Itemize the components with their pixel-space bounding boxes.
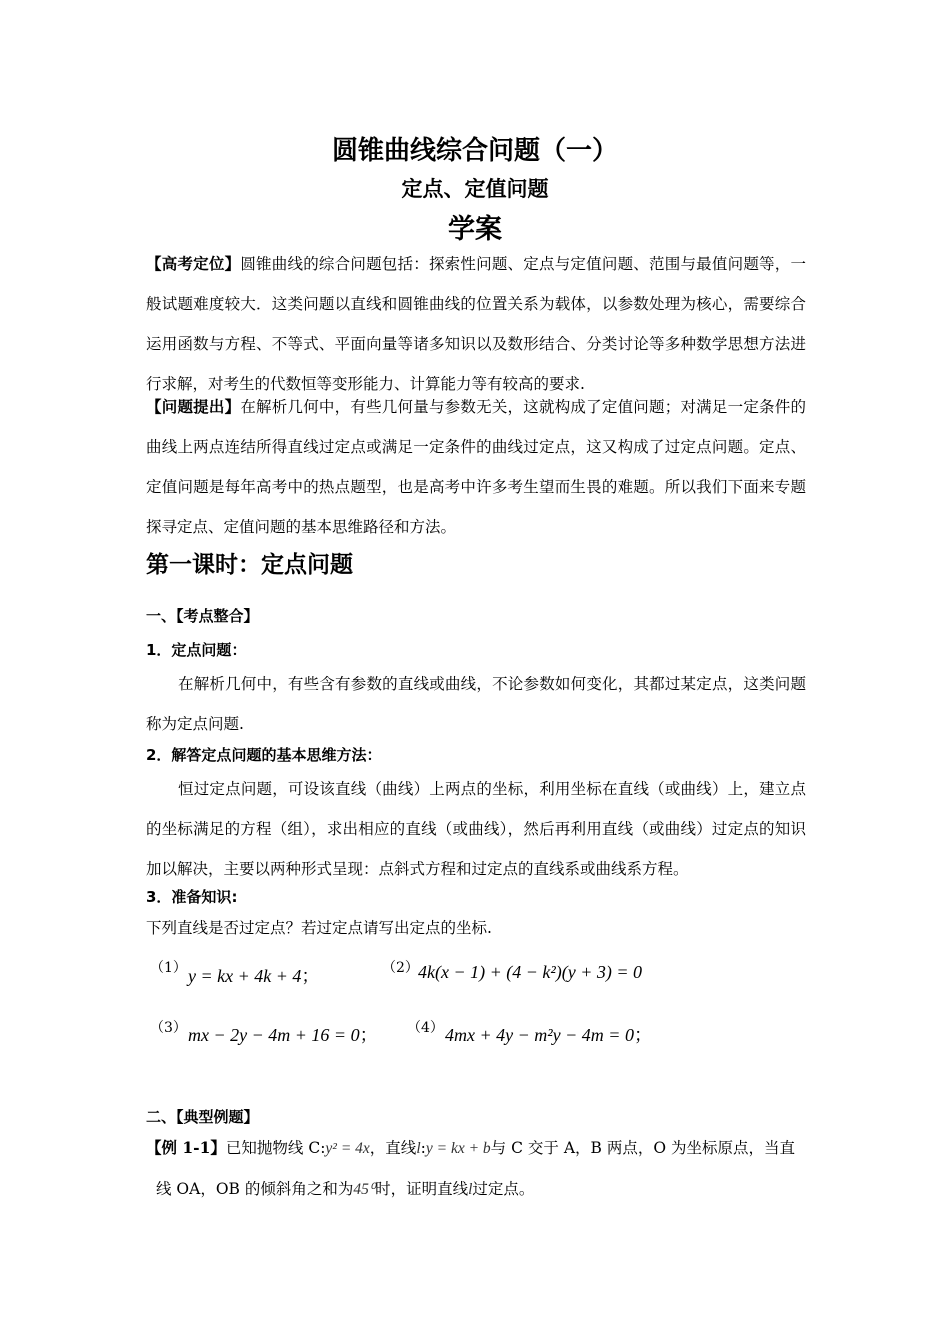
problem-text: 在解析几何中，有些几何量与参数无关，这就构成了定值问题；对满足一定条件的曲线上两点连结所得直线过定点或满足一定条件的曲线过定点，这又构成了过定点问题。定点、定值问题是每年高考中的热点题型，也是高考中许多考生望而生畏的难题。所以我们下面来专题探寻定点、定值问题的基本思维路径和方法。 (146, 398, 806, 536)
equation-2 (418, 962, 642, 983)
example-text-f: 时，证明直线 (375, 1180, 469, 1198)
example-eq2: y = kx + b (425, 1140, 491, 1157)
positioning-text: 圆锥曲线的综合问题包括：探索性问题、定点与定值问题、范围与最值问题等，一般试题难度较大．这类问题以直线和圆锥曲线的位置关系为载体，以参数处理为核心，需要综合运用函数与方程、不等式、平面向量等诸多知识以及数形结合、分类讨论等多种数学思想方法进行求解，对考生的代数恒等变形能力、计算能力等有较高的要求. (146, 255, 806, 393)
equation-4-end: ； (633, 1025, 652, 1045)
item1-title: 1．定点问题： (146, 641, 247, 659)
positioning-tag: 【高考定位】 (146, 254, 241, 273)
example-line-l: l (416, 1140, 421, 1157)
item1-text: 在解析几何中，有些含有参数的直线或曲线，不论参数如何变化，其都过某定点，这类问题称为定点问题. (146, 675, 806, 733)
equation-4-expr: 4mx + 4y − m²y − 4m = 0 (445, 1025, 634, 1045)
example-text-d: 与 C 交于 A，B 两点，O 为坐标原点，当直 (490, 1139, 795, 1157)
equation-3-end: ； (359, 1025, 378, 1045)
equation-2-expr: 4k(x − 1) + (4 − k²)(y + 3) = 0 (418, 962, 643, 982)
item2-text: 恒过定点问题，可设该直线（曲线）上两点的坐标，利用坐标在直线（或曲线）上，建立点的坐标满足的方程（组），求出相应的直线（或曲线），然后再利用直线（或曲线）过定点的知识加以解决，主要以两种形式呈现：点斜式方程和过定点的直线系或曲线系方程。 (146, 780, 806, 878)
equation-1-number: （1） (150, 960, 187, 976)
page-subtitle: 定点、定值问题 (401, 177, 549, 201)
problem-paragraph (146, 387, 806, 547)
equation-3 (188, 1021, 378, 1047)
item3-text: 下列直线是否过定点？若过定点请写出定点的坐标. (146, 919, 492, 937)
example-1-1 (146, 1128, 806, 1210)
example-angle: 45⁰ (353, 1181, 376, 1198)
example-line-l-2: l (468, 1181, 473, 1198)
item2-title: 2．解答定点问题的基本思维方法： (146, 746, 382, 764)
equation-1 (188, 962, 319, 988)
example-eq1: y² = 4x (325, 1140, 370, 1157)
example-text-b: ，直线 (369, 1139, 417, 1157)
example-text-e: 线 OA，OB 的倾斜角之和为 (156, 1180, 354, 1198)
lesson-heading: 第一课时：定点问题 (146, 552, 353, 578)
example-tag: 【例 1-1】 (146, 1138, 226, 1157)
positioning-paragraph (146, 244, 806, 404)
example-text-g: 过定点。 (472, 1180, 535, 1198)
equation-3-number: （3） (150, 1020, 187, 1036)
equation-4-number: （4） (407, 1020, 444, 1036)
problem-tag: 【问题提出】 (146, 397, 241, 416)
equation-4 (445, 1021, 652, 1047)
example-text-a: 已知抛物线 C: (225, 1139, 326, 1157)
equation-3-expr: mx − 2y − 4m + 16 = 0 (188, 1025, 360, 1045)
equation-1-end: ； (301, 966, 320, 986)
section2-heading: 二、【典型例题】 (146, 1108, 259, 1126)
page-type-label: 学案 (448, 214, 502, 245)
section1-heading: 一、【考点整合】 (146, 607, 259, 625)
page-title: 圆锥曲线综合问题（一） (331, 136, 618, 166)
item3-title: 3．准备知识: (146, 888, 238, 906)
equation-2-number: （2） (382, 960, 419, 976)
equation-1-expr: y = kx + 4k + 4 (188, 966, 302, 986)
example-text-c: : (420, 1139, 426, 1157)
